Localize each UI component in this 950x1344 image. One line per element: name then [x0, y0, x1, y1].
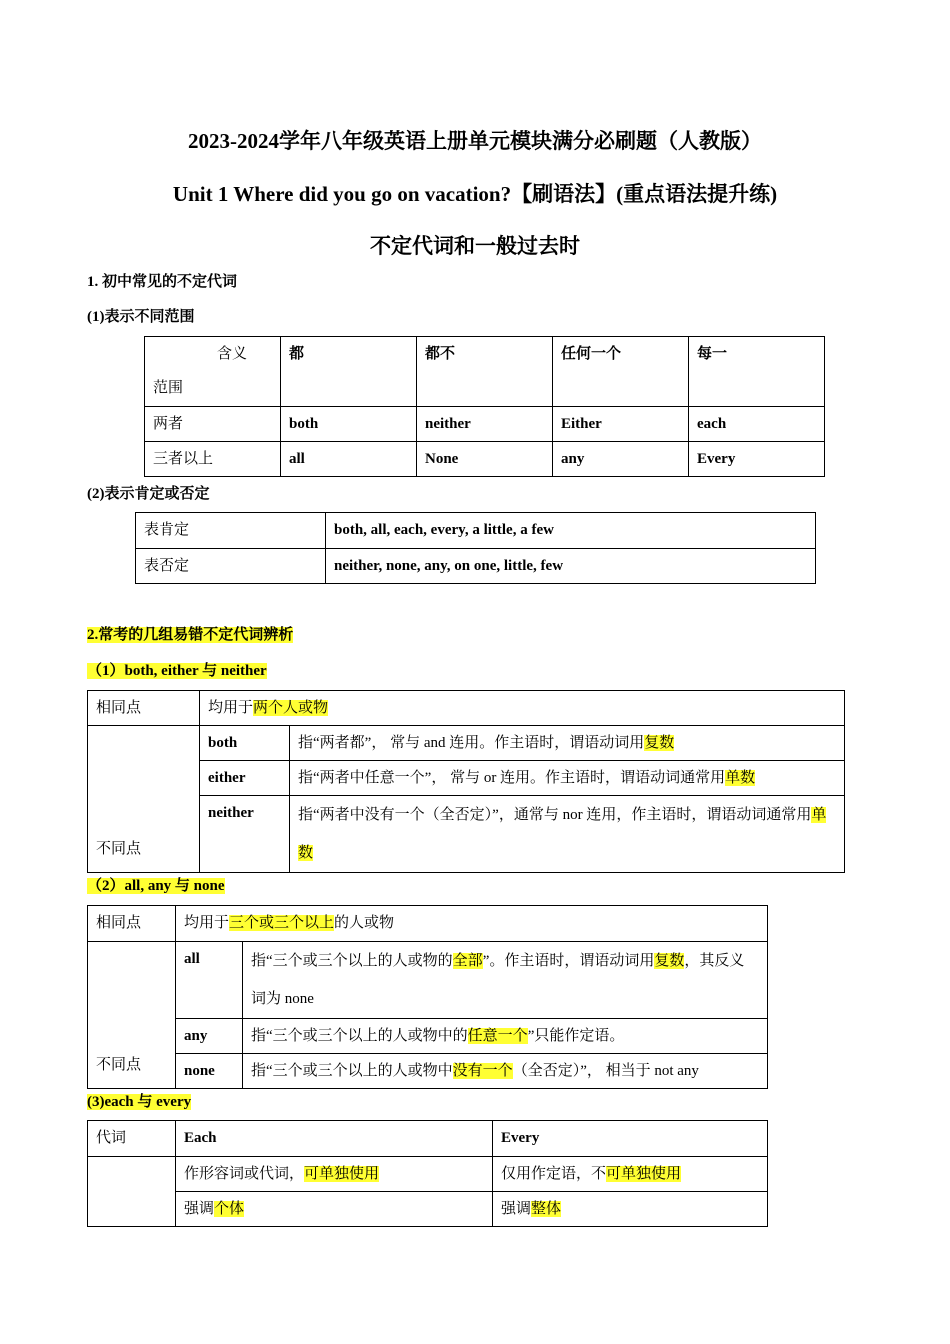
table-cell — [176, 1157, 493, 1192]
desc-cell — [243, 1054, 768, 1089]
section1-heading: 1. 初中常见的不定代词 — [87, 274, 238, 290]
table-row — [145, 442, 825, 477]
header-cell: 都 — [281, 337, 417, 407]
table-row — [136, 513, 816, 549]
same-cell — [176, 906, 768, 942]
highlight-text: 可单独使用 — [304, 1166, 380, 1182]
table-row — [88, 1054, 768, 1089]
desc-text: （全否定）”， 相当于 not any — [512, 1063, 699, 1079]
table-cell: neither — [417, 407, 553, 442]
highlight-text: 个体 — [214, 1201, 245, 1217]
same-cell — [200, 691, 845, 726]
desc-text: 指“三个或三个以上的人或物的 — [251, 953, 453, 969]
desc-text: 指“两者中没有一个（全否定）”，通常与 nor 连用，作主语时，谓语动词通常用 — [298, 807, 812, 823]
highlight-text: 全部 — [452, 953, 483, 969]
table-row — [88, 1157, 768, 1192]
same-text: 均用于 — [208, 700, 254, 716]
desc-text: 指“三个或三个以上的人或物中 — [251, 1063, 453, 1079]
word-cell: both — [200, 726, 290, 761]
table-row — [88, 691, 845, 726]
table-cell: each — [689, 407, 825, 442]
table-row — [145, 407, 825, 442]
part3-heading: (3)each 与 every — [87, 1094, 192, 1110]
highlight-text: 两个人或物 — [253, 700, 329, 716]
header-cell: Every — [493, 1121, 768, 1157]
desc-cell — [290, 796, 845, 873]
header-cell: Each — [176, 1121, 493, 1157]
table-row — [88, 726, 845, 761]
table-cell — [493, 1157, 768, 1192]
same-label: 相同点 — [88, 691, 200, 726]
desc-text: ”只能作定语。 — [527, 1028, 625, 1044]
desc-cell — [243, 942, 768, 1019]
part2-heading: （2）all, any 与 none — [87, 878, 225, 894]
table-cell: None — [417, 442, 553, 477]
highlight-text: 单数 — [298, 807, 827, 861]
highlight-text: 任意一个 — [467, 1028, 528, 1044]
word-cell: any — [176, 1019, 243, 1054]
table-cell — [176, 1192, 493, 1227]
document-title: 2023-2024学年八年级英语上册单元模块满分必刷题（人教版） — [188, 129, 762, 153]
desc-text: 指“两者都”， 常与 and 连用。作主语时，谓语动词用 — [298, 735, 645, 751]
desc-text: ，其反义词为 none — [251, 953, 745, 1007]
affirm-negate-table — [135, 512, 816, 584]
row-label: 表否定 — [136, 549, 326, 584]
word-cell: all — [176, 942, 243, 1019]
desc-text: 指“两者中任意一个”， 常与 or 连用。作主语时，谓语动词通常用 — [298, 770, 726, 786]
desc-cell — [290, 726, 845, 761]
table-cell: neither, none, any, on one, little, few — [326, 549, 816, 584]
word-cell: none — [176, 1054, 243, 1089]
highlight-text: 复数 — [654, 953, 685, 969]
topic-title: 不定代词和一般过去时 — [370, 234, 580, 258]
table-row — [88, 942, 768, 1019]
diff-label: 不同点 — [88, 942, 176, 1089]
header-cell: 任何一个 — [553, 337, 689, 407]
cell-text: 强调 — [184, 1201, 215, 1217]
table-cell — [493, 1192, 768, 1227]
cell-text: 作形容词或代词， — [184, 1166, 305, 1182]
table-cell: Every — [689, 442, 825, 477]
table-row — [88, 796, 845, 873]
table-row — [88, 1192, 768, 1227]
table-cell: all — [281, 442, 417, 477]
desc-text: 指“三个或三个以上的人或物中的 — [251, 1028, 468, 1044]
table-cell: both, all, each, every, a little, a few — [326, 513, 816, 549]
corner-range: 范围 — [153, 380, 184, 396]
highlight-text: 复数 — [644, 735, 675, 751]
corner-cell — [145, 337, 281, 407]
highlight-text: 单数 — [725, 770, 756, 786]
desc-cell — [243, 1019, 768, 1054]
highlight-text: 整体 — [531, 1201, 562, 1217]
same-text-post: 的人或物 — [334, 915, 395, 931]
desc-cell — [290, 761, 845, 796]
diff-label: 不同点 — [88, 726, 200, 873]
cell-text: 仅用作定语，不 — [501, 1166, 607, 1182]
word-cell: either — [200, 761, 290, 796]
row-label: 三者以上 — [145, 442, 281, 477]
highlight-text: 没有一个 — [452, 1063, 513, 1079]
table-cell: Either — [553, 407, 689, 442]
unit-title: Unit 1 Where did you go on vacation?【刷语法】(重点语法提升练) — [172, 182, 778, 206]
table-row — [88, 906, 768, 942]
section2-heading: 2.常考的几组易错不定代词辨析 — [87, 627, 294, 643]
table-cell: both — [281, 407, 417, 442]
row-label: 两者 — [145, 407, 281, 442]
all-any-none-table — [87, 905, 768, 1089]
part1-heading: （1）both, either 与 neither — [87, 663, 267, 679]
each-every-table — [87, 1120, 768, 1227]
cell-text: 强调 — [501, 1201, 532, 1217]
header-cell: 都不 — [417, 337, 553, 407]
empty-cell — [88, 1157, 176, 1227]
highlight-text: 可单独使用 — [606, 1166, 682, 1182]
same-text: 均用于 — [184, 915, 230, 931]
section1-sub2: (2)表示肯定或否定 — [87, 486, 210, 502]
table-cell: any — [553, 442, 689, 477]
table-row — [136, 549, 816, 584]
word-cell: neither — [200, 796, 290, 873]
table-row — [88, 761, 845, 796]
both-either-neither-table — [87, 690, 845, 873]
desc-text: ”。作主语时，谓语动词用 — [482, 953, 655, 969]
corner-meaning: 含义 — [217, 346, 248, 362]
table-row — [88, 1121, 768, 1157]
row-label: 表肯定 — [136, 513, 326, 549]
range-table — [144, 336, 825, 477]
table-row — [88, 1019, 768, 1054]
header-cell: 每一 — [689, 337, 825, 407]
same-label: 相同点 — [88, 906, 176, 942]
section1-sub1: (1)表示不同范围 — [87, 309, 195, 325]
header-cell: 代词 — [88, 1121, 176, 1157]
highlight-text: 三个或三个以上 — [229, 915, 335, 931]
